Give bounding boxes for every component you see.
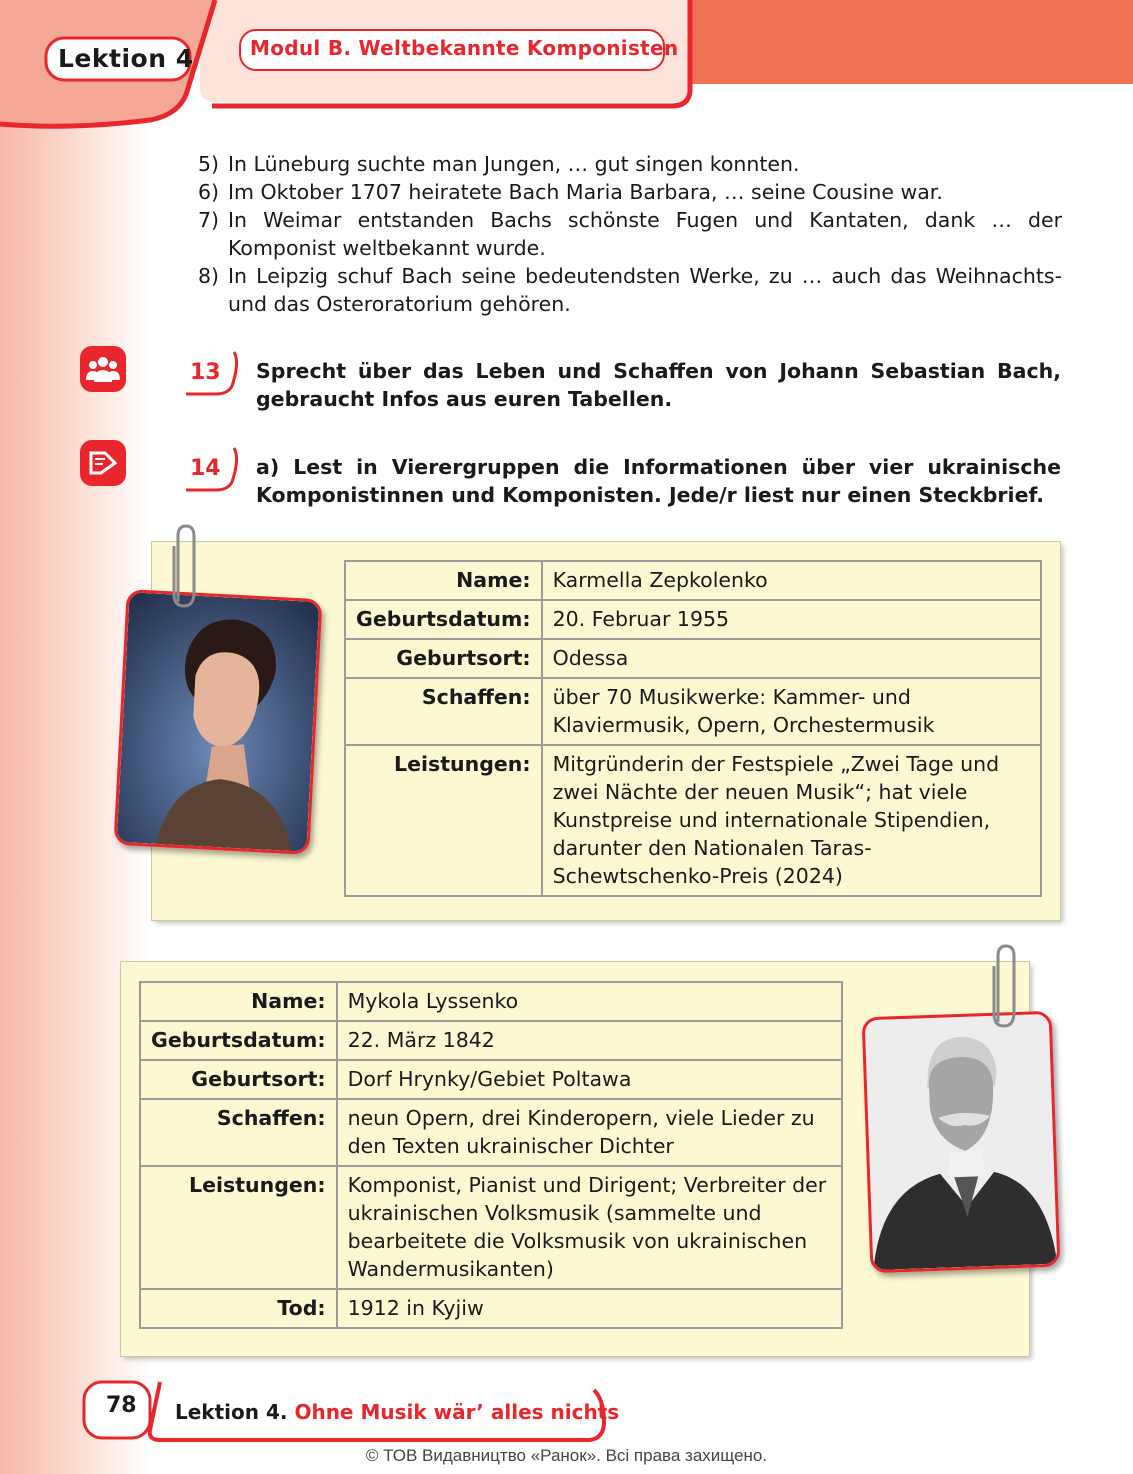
table-row: Geburtsdatum: 22. März 1842 [140, 1021, 842, 1060]
table-row: Schaffen: neun Opern, drei Kinderopern, viele Lieder zu den Texten ukrainischer Dichter [140, 1099, 842, 1166]
task-number-13: 13 [182, 350, 238, 394]
page-number: 78 [106, 1393, 137, 1418]
table-row: Schaffen: über 70 Musikwerke: Kammer- und Klaviermusik, Opern, Orchestermusik [345, 678, 1041, 745]
list-item: 5) In Lüneburg suchte man Jungen, … gut singen konnten. [198, 152, 800, 176]
lektion-label: Lektion 4 [58, 44, 194, 73]
steckbrief-table-lyssenko [139, 981, 843, 1329]
table-row: Name: Mykola Lyssenko [140, 982, 842, 1021]
table-row: Name: Karmella Zepkolenko [345, 561, 1041, 600]
list-item: 7) In Weimar entstanden Bachs schönste Fugen und Kantaten, dank … der Komponist weltbekannt wurde. [198, 208, 1062, 260]
table-row: Tod: 1912 in Kyjiw [140, 1289, 842, 1328]
table-row: Leistungen: Mitgründerin der Festspiele „Zwei Tage und zwei Nächte der neuen Musik“; hat viele Kunstpreise und internationale Stipendien, darunter den Nationalen Taras-Schewtschenko-Preis (2024) [345, 745, 1041, 896]
task-number-14: 14 [182, 446, 238, 490]
portrait-photo-zepkolenko [113, 589, 322, 855]
paperclip-icon [988, 942, 1018, 1032]
task-14-text: a) Lest in Vierergruppen die Informationen über vier ukrainische Komponistinnen und Komponisten. Jede/r liest nur einen Steckbrief. [256, 455, 1061, 507]
modul-title: Modul B. Weltbekannte Komponisten [250, 36, 679, 60]
table-row: Geburtsdatum: 20. Februar 1955 [345, 600, 1041, 639]
list-item: 6) Im Oktober 1707 heiratete Bach Maria Barbara, … seine Cousine war. [198, 180, 943, 204]
list-item: 8) In Leipzig schuf Bach seine bedeutendsten Werke, zu … auch das Weihnachts- und das Osteroratorium gehören. [198, 264, 1062, 316]
footer-lesson-title: Lektion 4. Ohne Musik wär’ alles nichts [175, 1400, 620, 1424]
table-row: Leistungen: Komponist, Pianist und Dirigent; Verbreiter der ukrainischen Volksmusik (sammelte und bearbeitete die Volksmusik von ukrainischen Wandermusikanten) [140, 1166, 842, 1289]
portrait-photo-lyssenko [862, 1011, 1061, 1273]
table-row: Geburtsort: Dorf Hrynky/Gebiet Poltawa [140, 1060, 842, 1099]
table-row: Geburtsort: Odessa [345, 639, 1041, 678]
paperclip-icon [168, 522, 198, 612]
group-icon [80, 346, 126, 392]
task-13-text: Sprecht über das Leben und Schaffen von Johann Sebastian Bach, gebraucht Infos aus euren Tabellen. [256, 359, 1061, 411]
steckbrief-table-zepkolenko [344, 560, 1042, 897]
copyright-notice: © ТОВ Видавництво «Ранок». Всі права захищено. [365, 1446, 768, 1465]
exercise-list [198, 150, 1062, 318]
book-icon [80, 440, 126, 486]
